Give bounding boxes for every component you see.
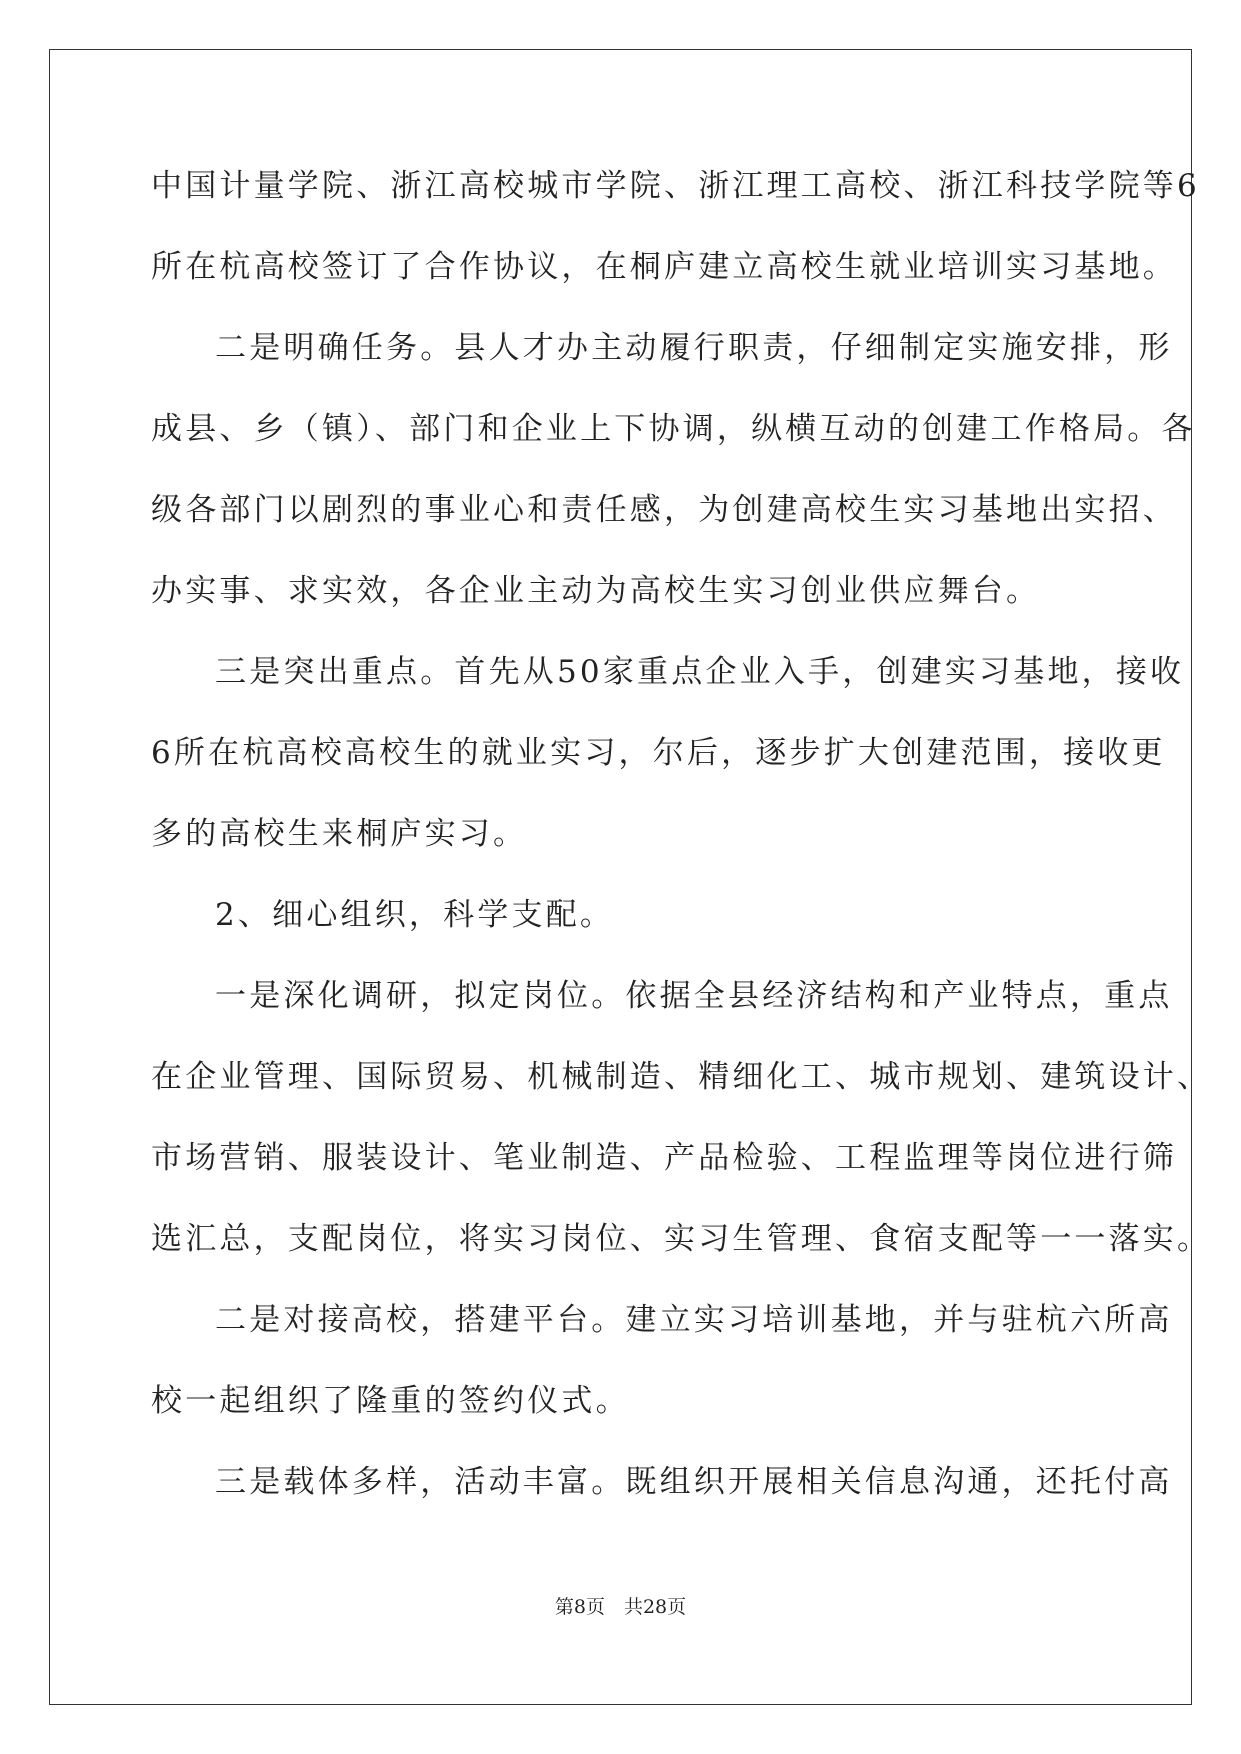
section-heading-line: 2、细心组织，科学支配。: [215, 897, 615, 933]
text-line: 办实事、求实效，各企业主动为高校生实习创业供应舞台。: [151, 573, 1041, 609]
page-number-footer: 第8页 共28页: [554, 1596, 687, 1618]
paragraph-start-line: 三是载体多样，活动丰富。既组织开展相关信息沟通，还托付高: [215, 1464, 1173, 1500]
text-line: 所在杭高校签订了合作协议，在桐庐建立高校生就业培训实习基地。: [151, 249, 1177, 285]
text-line: 在企业管理、国际贸易、机械制造、精细化工、城市规划、建筑设计、: [151, 1059, 1212, 1095]
paragraph-start-line: 二是对接高校，搭建平台。建立实习培训基地，并与驻杭六所高: [215, 1302, 1173, 1338]
text-line: 成县、乡（镇）、部门和企业上下协调，纵横互动的创建工作格局。各: [151, 411, 1196, 447]
text-line: 多的高校生来桐庐实习。: [151, 816, 528, 852]
paragraph-start-line: 二是明确任务。县人才办主动履行职责，仔细制定实施安排，形: [215, 330, 1173, 366]
text-line: 级各部门以剧烈的事业心和责任感，为创建高校生实习基地出实招、: [151, 492, 1177, 528]
document-body: [151, 162, 1212, 1539]
text-line: 中国计量学院、浙江高校城市学院、浙江理工高校、浙江科技学院等6: [151, 168, 1200, 204]
text-line: 选汇总，支配岗位，将实习岗位、实习生管理、食宿支配等一一落实。: [151, 1221, 1212, 1257]
text-line: 校一起组织了隆重的签约仪式。: [151, 1383, 630, 1419]
text-line: 市场营销、服装设计、笔业制造、产品检验、工程监理等岗位进行筛: [151, 1140, 1177, 1176]
paragraph-start-line: 一是深化调研，拟定岗位。依据全县经济结构和产业特点，重点: [215, 978, 1173, 1014]
paragraph-start-line: 三是突出重点。首先从50家重点企业入手，创建实习基地，接收: [215, 654, 1185, 690]
text-line: 6所在杭高校高校生的就业实习，尔后，逐步扩大创建范围，接收更: [151, 735, 1166, 771]
